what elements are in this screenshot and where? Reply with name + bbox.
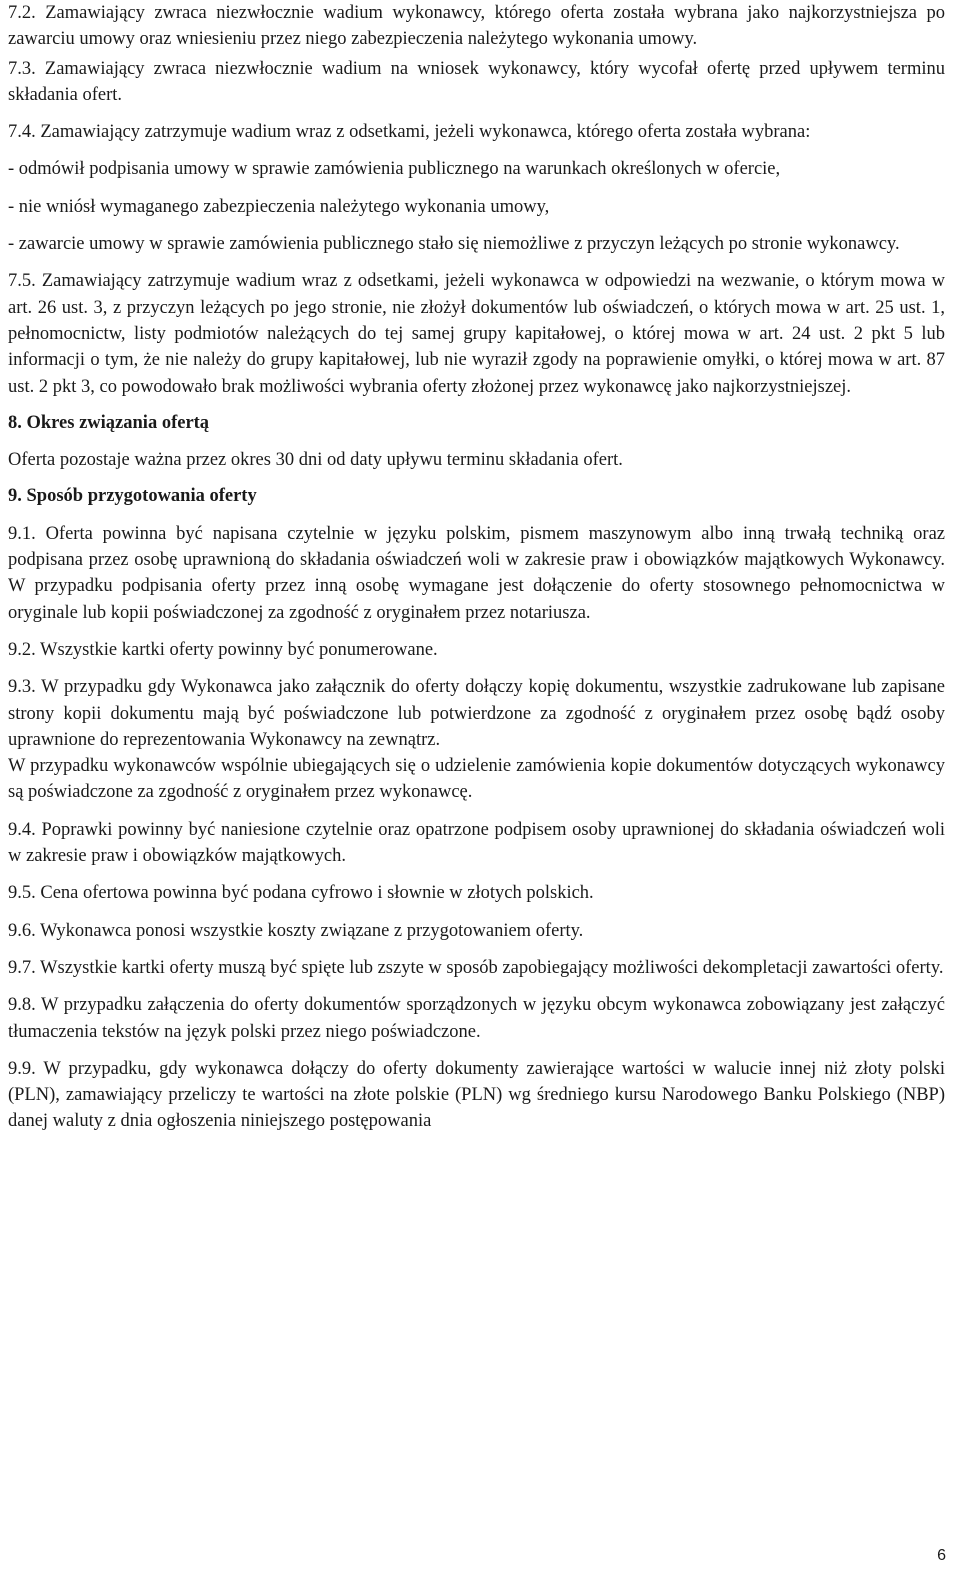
section-8-text: Oferta pozostaje ważna przez okres 30 dni od daty upływu terminu składania ofert. [8,450,623,471]
paragraph-7-5: 7.5. Zamawiający zatrzymuje wadium wraz z odsetkami, jeżeli wykonawca w odpowiedzi na wezwanie, o którym mowa w art. 26 ust. 3, z przyczyn leżących po jego stronie, nie złożył dokumentów lub oświadczeń, o których mowa w art. 25 ust. 1, pełnomocnictw, listy podmiotów należących do tej samej grupy kapitałowej, o której mowa w art. 24 ust. 2 pkt 5 lub informacji o tym, że nie należy do grupy kapitałowej, lub nie wyraził zgody na poprawienie omyłki, o której mowa w art. 87 ust. 2 pkt 3, co powodowało brak możliwości wybrania oferty złożonej przez wykonawcę jako najkorzystniejszej. [8,271,945,397]
paragraph-7-3: 7.3. Zamawiający zwraca niezwłocznie wadium na wniosek wykonawcy, który wycofał ofertę przed upływem terminu składania ofert. [8,58,945,105]
paragraph-9-2: 9.2. Wszystkie kartki oferty powinny być ponumerowane. [8,639,438,660]
section-9-heading: 9. Sposób przygotowania oferty [8,486,257,507]
paragraph-7-2: 7.2. Zamawiający zwraca niezwłocznie wadium wykonawcy, którego oferta została wybrana jako najkorzystniejsza po zawarciu umowy oraz wniesieniu przez niego zabezpieczenia należytego wykonania umowy. [8,3,945,50]
paragraph-9-1: 9.1. Oferta powinna być napisana czytelnie w języku polskim, pismem maszynowym albo inną trwałą techniką oraz podpisana przez osobę uprawnioną do składania oświadczeń woli w zakresie praw i obowiązków majątkowych Wykonawcy. W przypadku podpisania oferty przez inną osobę wymagane jest dołączenie do oferty stosownego pełnomocnictwa w oryginale lub kopii poświadczonej za zgodność z oryginałem przez notariusza. [8,523,945,623]
list-item: - nie wniósł wymaganego zabezpieczenia należytego wykonania umowy, [8,196,550,217]
paragraph-9-3-continued: W przypadku wykonawców wspólnie ubiegających się o udzielenie zamówienia kopie dokumentów dotyczących wykonawcy są poświadczone za zgodność z oryginałem przez wykonawcę. [8,756,945,803]
paragraph-7-4: 7.4. Zamawiający zatrzymuje wadium wraz z odsetkami, jeżeli wykonawca, którego oferta została wybrana: [8,122,811,143]
list-item: - odmówił podpisania umowy w sprawie zamówienia publicznego na warunkach określonych w ofercie, [8,159,781,180]
page-number: 6 [937,1547,946,1564]
paragraph-9-3: 9.3. W przypadku gdy Wykonawca jako załącznik do oferty dołączy kopię dokumentu, wszystkie zadrukowane lub zapisane strony kopii dokumentu mają być poświadczone lub potwierdzone za zgodność z oryginałem przez osobę bądź osoby uprawnione do reprezentowania Wykonawcy na zewnątrz. [8,677,945,750]
paragraph-9-4: 9.4. Poprawki powinny być naniesione czytelnie oraz opatrzone podpisem osoby uprawnionej do składania oświadczeń woli w zakresie praw i obowiązków majątkowych. [8,819,945,867]
section-8-heading: 8. Okres związania ofertą [8,412,210,433]
paragraph-9-7: 9.7. Wszystkie kartki oferty muszą być spięte lub zszyte w sposób zapobiegający możliwości dekompletacji zawartości oferty. [8,957,944,978]
list-item: - zawarcie umowy w sprawie zamówienia publicznego stało się niemożliwe z przyczyn leżących po stronie wykonawcy. [8,234,900,255]
paragraph-9-5: 9.5. Cena ofertowa powinna być podana cyfrowo i słownie w złotych polskich. [8,883,594,904]
paragraph-9-9: 9.9. W przypadku, gdy wykonawca dołączy do oferty dokumenty zawierające wartości w walucie innej niż złoty polski (PLN), zamawiający przeliczy te wartości na złote polskie (PLN) wg średniego kursu Narodowego Banku Polskiego (NBP) danej waluty z dnia ogłoszenia niniejszego postępowania [8,1058,945,1132]
paragraph-9-6: 9.6. Wykonawca ponosi wszystkie koszty związane z przygotowaniem oferty. [8,920,584,941]
paragraph-9-8: 9.8. W przypadku załączenia do oferty dokumentów sporządzonych w języku obcym wykonawca zobowiązany jest załączyć tłumaczenia tekstów na język polski przez niego poświadczone. [8,995,945,1042]
